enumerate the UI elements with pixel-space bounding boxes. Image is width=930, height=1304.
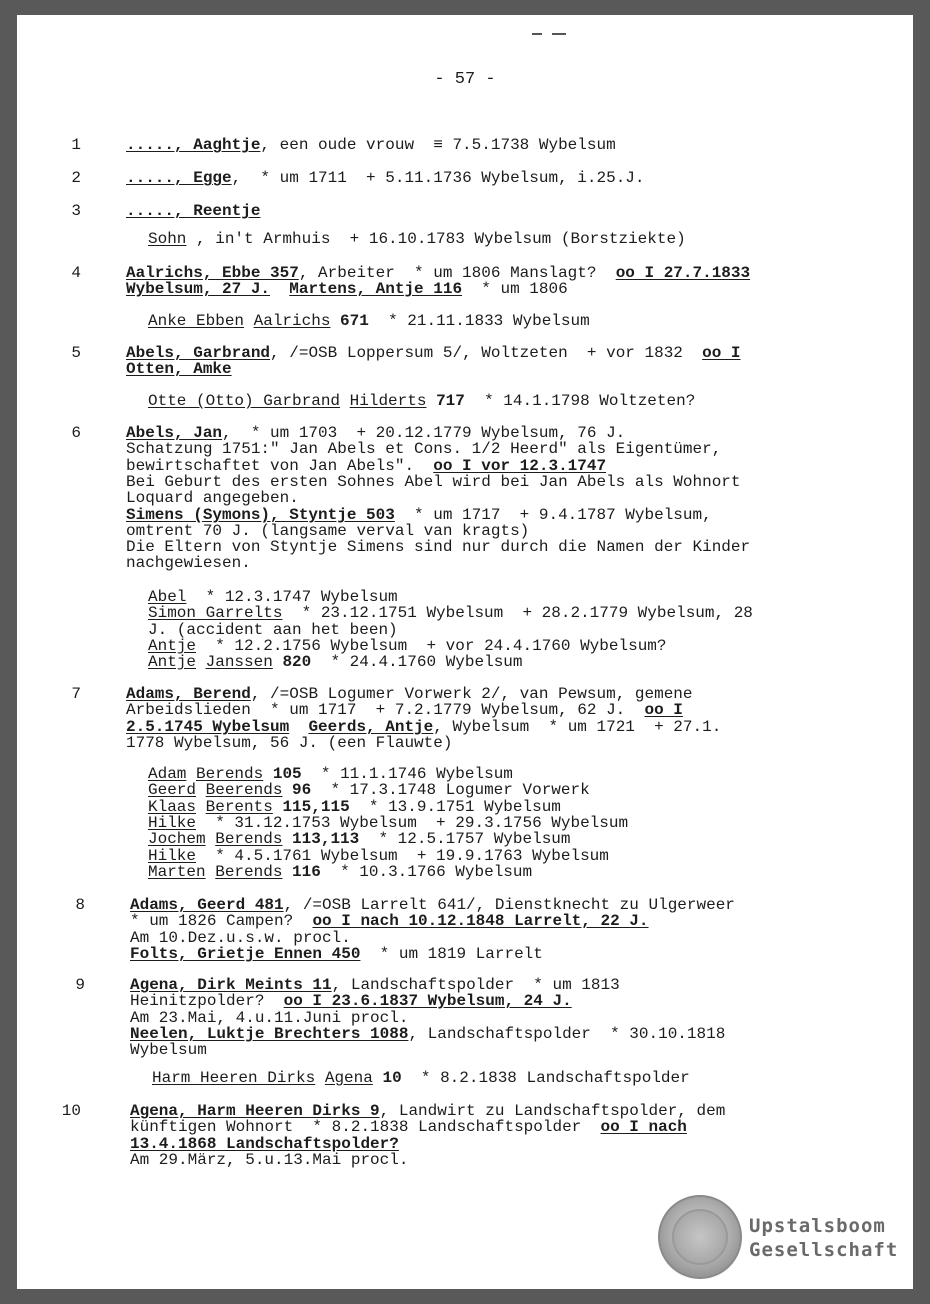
underlined-name: Adams, Geerd 481 bbox=[130, 896, 284, 914]
entry-text bbox=[426, 392, 436, 410]
underlined-name: Abels, Garbrand bbox=[126, 344, 271, 362]
underlined-name: 2.5.1745 Wybelsum bbox=[126, 718, 290, 736]
entry-text: * 13.9.1751 Wybelsum bbox=[349, 798, 561, 816]
entry-text: Arbeidslieden * um 1717 + 7.2.1779 Wybelsum, 62 J. bbox=[126, 701, 645, 719]
entry-text: bewirtschaftet von Jan Abels". bbox=[126, 457, 434, 475]
underlined-name: Folts, Grietje Ennen 450 bbox=[130, 945, 361, 963]
entry-text: * um 1826 Campen? bbox=[130, 912, 313, 930]
child-entry-line bbox=[148, 393, 695, 409]
entry-text bbox=[282, 781, 292, 799]
entry-text: , Arbeiter * um 1806 Manslagt? bbox=[298, 264, 616, 282]
entry-line bbox=[130, 913, 649, 929]
underlined-name: Abel bbox=[148, 588, 187, 606]
entry-line bbox=[126, 719, 721, 735]
underlined-name: Geerd bbox=[148, 781, 197, 799]
entry-line bbox=[126, 265, 750, 281]
entry-text bbox=[282, 863, 292, 881]
child-entry-line bbox=[152, 1070, 690, 1086]
entry-text bbox=[244, 312, 254, 330]
entry-text: * 4.5.1761 Wybelsum + 19.9.1763 Wybelsum bbox=[196, 847, 609, 865]
entry-text bbox=[270, 280, 289, 298]
underlined-name: Klaas bbox=[148, 798, 197, 816]
entry-text: , een oude vrouw ≡ 7.5.1738 Wybelsum bbox=[260, 136, 616, 154]
entry-number: 10 bbox=[61, 1102, 81, 1120]
entry-line bbox=[126, 137, 616, 153]
entry-text: * um 1806 bbox=[462, 280, 568, 298]
underlined-name: Otte (Otto) Garbrand bbox=[148, 392, 341, 410]
child-entry-line bbox=[148, 848, 609, 864]
underlined-name: Otten, Amke bbox=[126, 360, 232, 378]
underlined-name: Neelen, Luktje Brechters 1088 bbox=[130, 1025, 409, 1043]
underlined-name: Wybelsum, 27 J. bbox=[126, 280, 271, 298]
society-seal-icon bbox=[658, 1195, 742, 1279]
reference-number: 116 bbox=[292, 863, 321, 881]
logo-line1: Upstalsboom bbox=[749, 1215, 886, 1237]
entry-text bbox=[196, 653, 206, 671]
child-entry-line bbox=[148, 231, 686, 247]
entry-line bbox=[126, 539, 750, 555]
reference-number: 671 bbox=[340, 312, 369, 330]
entry-number: 9 bbox=[75, 976, 85, 994]
entry-text bbox=[330, 312, 340, 330]
entry-line bbox=[126, 281, 568, 297]
reference-number: 105 bbox=[272, 765, 302, 783]
entry-text: Am 29.März, 5.u.13.Mai procl. bbox=[130, 1151, 409, 1169]
entry-text: Am 10.Dez.u.s.w. procl. bbox=[130, 929, 351, 947]
entry-line bbox=[126, 702, 683, 718]
entry-text: * um 1819 Larrelt bbox=[360, 945, 543, 963]
entry-text: * 8.2.1838 Landschaftspolder bbox=[401, 1069, 690, 1087]
underlined-name: Berends bbox=[196, 765, 264, 783]
society-logo-text bbox=[749, 1214, 898, 1262]
entry-text: künftigen Wohnort * 8.2.1838 Landschaftspolder bbox=[130, 1118, 601, 1136]
entry-text: J. (accident aan het been) bbox=[148, 621, 398, 639]
child-entry-line bbox=[148, 815, 628, 831]
entry-text: nachgewiesen. bbox=[126, 554, 251, 572]
entry-text: * 23.12.1751 Wybelsum + 28.2.1779 Wybelsum, 28 bbox=[282, 604, 753, 622]
entry-number: 7 bbox=[71, 685, 81, 703]
entry-text: * 14.1.1798 Woltzeten? bbox=[464, 392, 696, 410]
entry-text: * 10.3.1766 Wybelsum bbox=[320, 863, 533, 881]
underlined-name: Adams, Berend bbox=[126, 685, 251, 703]
entry-text: * 12.2.1756 Wybelsum + vor 24.4.1760 Wybelsum? bbox=[196, 637, 667, 655]
scan-speck bbox=[532, 33, 542, 35]
entry-line bbox=[130, 1026, 725, 1042]
underlined-name: Aalrichs bbox=[253, 312, 331, 330]
entry-text: Bei Geburt des ersten Sohnes Abel wird bei Jan Abels als Wohnort bbox=[126, 473, 741, 491]
underlined-name: Agena, Harm Heeren Dirks 9 bbox=[130, 1102, 380, 1120]
entry-text bbox=[340, 392, 350, 410]
underlined-name: Adam bbox=[148, 765, 187, 783]
underlined-name: Harm Heeren Dirks bbox=[152, 1069, 316, 1087]
entry-line bbox=[126, 425, 625, 441]
underlined-name: 13.4.1868 Landschaftspolder? bbox=[130, 1135, 399, 1153]
underlined-name: Abels, Jan bbox=[126, 424, 223, 442]
entry-line bbox=[130, 1136, 399, 1152]
entry-line bbox=[130, 1010, 408, 1026]
entry-text: , /=OSB Loppersum 5/, Woltzeten + vor 1832 bbox=[270, 344, 703, 362]
entry-line bbox=[130, 977, 620, 993]
underlined-name: Hilderts bbox=[349, 392, 427, 410]
underlined-name: Aalrichs, Ebbe 357 bbox=[126, 264, 299, 282]
underlined-name: Hilke bbox=[148, 814, 197, 832]
entry-line bbox=[126, 458, 606, 474]
underlined-name: Janssen bbox=[205, 653, 273, 671]
entry-line bbox=[130, 1119, 687, 1135]
child-entry-line bbox=[148, 605, 753, 621]
entry-number: 1 bbox=[71, 136, 81, 154]
entry-line bbox=[130, 930, 351, 946]
entry-text: , * um 1711 + 5.11.1736 Wybelsum, i.25.J. bbox=[231, 169, 645, 187]
child-entry-line bbox=[148, 589, 398, 605]
entry-text bbox=[196, 781, 206, 799]
entry-line bbox=[130, 1152, 408, 1168]
entry-line bbox=[130, 897, 735, 913]
underlined-name: Martens, Antje 116 bbox=[289, 280, 463, 298]
underlined-name: Hilke bbox=[148, 847, 197, 865]
entry-line bbox=[126, 490, 299, 506]
entry-text: * 24.4.1760 Wybelsum bbox=[311, 653, 523, 671]
underlined-name: Geerds, Antje bbox=[308, 718, 434, 736]
underlined-name: Agena bbox=[324, 1069, 373, 1087]
entry-number: 5 bbox=[71, 344, 81, 362]
underlined-name: oo I bbox=[702, 344, 741, 362]
child-entry-line bbox=[148, 638, 667, 654]
underlined-name: Agena, Dirk Meints 11 bbox=[130, 976, 332, 994]
underlined-name: ....., Aaghtje bbox=[126, 136, 261, 154]
entry-text: Schatzung 1751:" Jan Abels et Cons. 1/2 Heerd" als Eigentümer, bbox=[126, 440, 722, 458]
entry-number: 4 bbox=[71, 264, 81, 282]
underlined-name: oo I vor 12.3.1747 bbox=[433, 457, 607, 475]
entry-number: 6 bbox=[71, 424, 81, 442]
child-entry-line bbox=[148, 622, 398, 638]
entry-text: , Wybelsum * um 1721 + 27.1. bbox=[433, 718, 722, 736]
reference-number: 96 bbox=[292, 781, 312, 799]
entry-text: , Landschaftspolder * 30.10.1818 bbox=[408, 1025, 726, 1043]
entry-line bbox=[126, 474, 741, 490]
underlined-name: oo I bbox=[644, 701, 683, 719]
reference-number: 10 bbox=[382, 1069, 402, 1087]
entry-text: * 12.5.1757 Wybelsum bbox=[359, 830, 571, 848]
entry-text bbox=[273, 653, 283, 671]
entry-text: * 11.1.1746 Wybelsum bbox=[301, 765, 513, 783]
page-number: - 57 - bbox=[434, 70, 496, 89]
entry-text: Wybelsum bbox=[130, 1041, 207, 1059]
entry-text: 1778 Wybelsum, 56 J. (een Flauwte) bbox=[126, 734, 453, 752]
reference-number: 717 bbox=[436, 392, 465, 410]
entry-text: Am 23.Mai, 4.u.11.Juni procl. bbox=[130, 1009, 409, 1027]
entry-text bbox=[282, 830, 292, 848]
entry-text: , /=OSB Larrelt 641/, Dienstknecht zu Ulgerweer bbox=[283, 896, 735, 914]
underlined-name: ....., Reentje bbox=[126, 202, 261, 220]
underlined-name: Marten bbox=[148, 863, 206, 881]
entry-line bbox=[126, 361, 232, 377]
child-entry-line bbox=[148, 313, 590, 329]
entry-text: omtrent 70 J. (langsame verval van kragts) bbox=[126, 522, 530, 540]
underlined-name: Berends bbox=[215, 863, 283, 881]
entry-line bbox=[130, 1042, 207, 1058]
underlined-name: oo I nach 10.12.1848 Larrelt, 22 J. bbox=[312, 912, 649, 930]
entry-line bbox=[126, 735, 452, 751]
entry-line bbox=[126, 507, 712, 523]
logo-line2: Gesellschaft bbox=[749, 1239, 899, 1261]
child-entry-line bbox=[148, 864, 532, 880]
child-entry-line bbox=[148, 782, 590, 798]
entry-line bbox=[126, 170, 645, 186]
underlined-name: ....., Egge bbox=[126, 169, 232, 187]
reference-number: 113,113 bbox=[292, 830, 360, 848]
entry-line bbox=[130, 1103, 725, 1119]
underlined-name: oo I 23.6.1837 Wybelsum, 24 J. bbox=[283, 992, 572, 1010]
child-entry-line bbox=[148, 654, 523, 670]
entry-line bbox=[126, 523, 529, 539]
entry-line bbox=[130, 993, 572, 1009]
entry-text: Die Eltern von Styntje Simens sind nur durch die Namen der Kinder bbox=[126, 538, 751, 556]
underlined-name: Sohn bbox=[148, 230, 187, 248]
document-page bbox=[17, 15, 913, 1289]
entry-text: , Landwirt zu Landschaftspolder, dem bbox=[379, 1102, 726, 1120]
entry-text: * 12.3.1747 Wybelsum bbox=[186, 588, 398, 606]
entry-line bbox=[126, 441, 721, 457]
underlined-name: Antje bbox=[148, 637, 197, 655]
underlined-name: Jochem bbox=[148, 830, 206, 848]
entry-text: * 17.3.1748 Logumer Vorwerk bbox=[311, 781, 590, 799]
entry-text bbox=[206, 863, 216, 881]
scan-speck bbox=[552, 33, 566, 35]
entry-text: * 21.11.1833 Wybelsum bbox=[368, 312, 590, 330]
entry-line bbox=[126, 555, 251, 571]
child-entry-line bbox=[148, 831, 571, 847]
underlined-name: Simens (Symons), Styntje 503 bbox=[126, 506, 395, 524]
underlined-name: Berends bbox=[215, 830, 283, 848]
entry-text: , * um 1703 + 20.12.1779 Wybelsum, 76 J. bbox=[222, 424, 626, 442]
underlined-name: oo I nach bbox=[600, 1118, 687, 1136]
entry-line bbox=[126, 686, 693, 702]
underlined-name: oo I 27.7.1833 bbox=[615, 264, 751, 282]
entry-text: , in't Armhuis + 16.10.1783 Wybelsum (Borstziekte) bbox=[186, 230, 686, 248]
entry-number: 3 bbox=[71, 202, 81, 220]
entry-line bbox=[126, 345, 741, 361]
underlined-name: Berents bbox=[205, 798, 273, 816]
entry-text: * um 1717 + 9.4.1787 Wybelsum, bbox=[394, 506, 712, 524]
entry-text: , Landschaftspolder * um 1813 bbox=[331, 976, 620, 994]
entry-line bbox=[130, 946, 543, 962]
reference-number: 820 bbox=[282, 653, 312, 671]
entry-text: * 31.12.1753 Wybelsum + 29.3.1756 Wybelsum bbox=[196, 814, 629, 832]
underlined-name: Antje bbox=[148, 653, 197, 671]
entry-text bbox=[206, 830, 216, 848]
entry-text bbox=[315, 1069, 325, 1087]
child-entry-line bbox=[148, 766, 513, 782]
entry-text: Heinitzpolder? bbox=[130, 992, 284, 1010]
underlined-name: Anke Ebben bbox=[148, 312, 245, 330]
entry-number: 2 bbox=[71, 169, 81, 187]
entry-number: 8 bbox=[75, 896, 85, 914]
entry-text: , /=OSB Logumer Vorwerk 2/, van Pewsum, gemene bbox=[250, 685, 693, 703]
child-entry-line bbox=[148, 799, 561, 815]
underlined-name: Simon Garrelts bbox=[148, 604, 283, 622]
underlined-name: Beerends bbox=[205, 781, 283, 799]
entry-line bbox=[126, 203, 260, 219]
entry-text: Loquard angegeben. bbox=[126, 489, 299, 507]
reference-number: 115,115 bbox=[282, 798, 350, 816]
